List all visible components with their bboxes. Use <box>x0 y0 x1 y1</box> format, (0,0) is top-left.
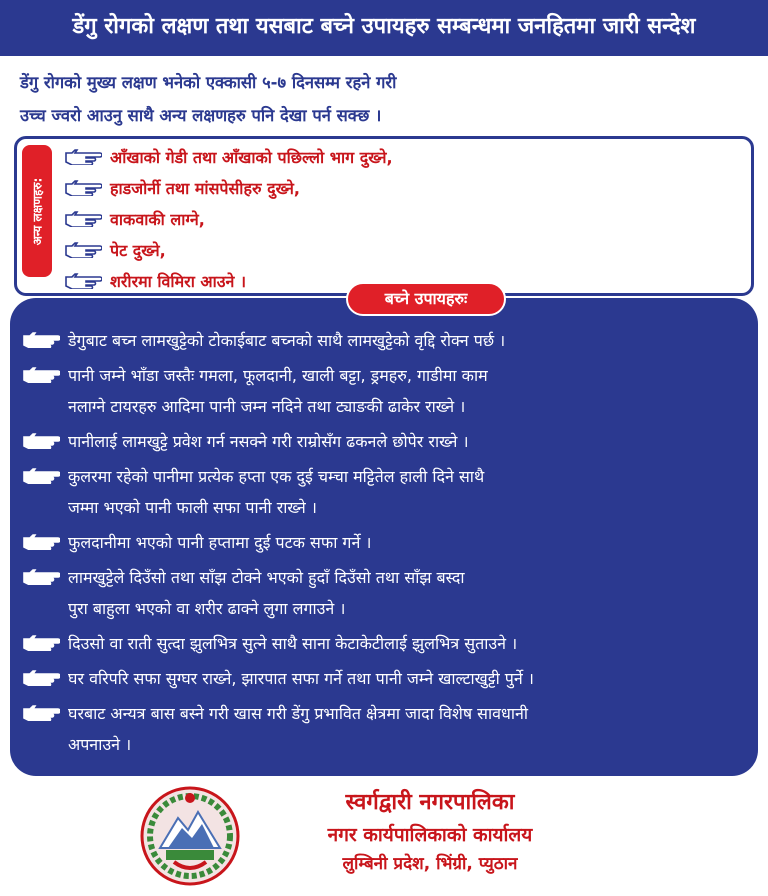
prevention-text: पानी जम्ने भाँडा जस्तैः गमला, फूलदानी, खाली बट्टा, ड्रमहरु, गाडीमा काम <box>68 365 488 385</box>
prevention-text-continued: पुरा बाहुला भएको वा शरीर ढाक्ने लुगा लगाउने । <box>68 598 346 618</box>
pointing-hand-icon <box>64 273 102 289</box>
prevention-text-continued: अपनाउने । <box>68 734 132 754</box>
list-item <box>22 662 748 693</box>
list-item <box>64 141 744 172</box>
list-item <box>22 627 748 658</box>
org-office: नगर कार्यपालिकाको कार्यालय <box>327 824 533 846</box>
pointing-hand-icon <box>22 468 60 484</box>
prevention-line <box>22 359 748 390</box>
intro-line-2: उच्च ज्वरो आउनु साथै अन्य लक्षणहरु पनि देखा पर्न सक्छ । <box>20 106 382 125</box>
pointing-hand-icon <box>64 211 102 227</box>
pointing-hand-icon <box>64 242 102 258</box>
pointing-hand-icon <box>22 367 60 383</box>
prevention-text: कुलरमा रहेको पानीमा प्रत्येक हप्ता एक दुई चम्चा मट्टितेल हाली दिने साथै <box>68 466 485 486</box>
pointing-hand-icon <box>64 149 102 165</box>
prevention-line <box>22 561 748 592</box>
intro-text <box>16 66 752 132</box>
symptoms-list <box>64 141 744 296</box>
prevention-text: डेगुबाट बच्न लामखुट्टेको टोकाईबाट बच्नको साथै लामखुट्टेको वृद्दि रोक्न पर्छ । <box>68 330 506 350</box>
prevention-text: फुलदानीमा भएको पानी हप्तामा दुई पटक सफा गर्ने । <box>68 532 372 552</box>
prevention-text-continued: नलाग्ने टायरहरु आदिमा पानी जम्न नदिने तथा ट्याङकी ढाकेर राख्ने । <box>68 396 466 416</box>
pointing-hand-icon <box>22 569 60 585</box>
organization-block <box>260 786 600 878</box>
list-item <box>64 172 744 203</box>
prevention-line <box>22 460 748 491</box>
intro-line-1: डेंगु रोगको मुख्य लक्षण भनेको एक्कासी ५-७ दिनसम्म रहने गरी <box>20 73 397 92</box>
org-address: लुम्बिनी प्रदेश, भिंग्री, प्युठान <box>342 854 518 874</box>
list-item <box>64 234 744 265</box>
list-item <box>22 324 748 355</box>
symptom-text: आँखाको गेडी तथा आँखाको पछिल्लो भाग दुख्ने, <box>110 147 393 167</box>
prevention-line <box>22 526 748 557</box>
prevention-text: घरबाट अन्यत्र बास बस्ने गरी खास गरी डेंगु प्रभावित क्षेत्रमा जादा विशेष सावधानी <box>68 703 529 723</box>
pointing-hand-icon <box>64 180 102 196</box>
pointing-hand-icon <box>22 433 60 449</box>
symptoms-tab <box>22 145 52 277</box>
list-item <box>22 359 748 421</box>
symptom-text: हाडजोर्नी तथा मांसपेसीहरु दुख्ने, <box>110 178 301 198</box>
symptoms-tab-label: अन्य लक्षणहरु: <box>30 177 45 245</box>
prevention-line <box>22 324 748 355</box>
pointing-hand-icon <box>22 534 60 550</box>
list-item <box>22 561 748 623</box>
prevention-text: पानीलाई लामखुट्टे प्रवेश गर्न नसक्ने गरी राम्रोसँग ढकनले छोपेर राख्ने । <box>68 431 469 451</box>
pointing-hand-icon <box>22 635 60 651</box>
pointing-hand-icon <box>22 705 60 721</box>
pointing-hand-icon <box>22 670 60 686</box>
symptom-text: वाकवाकी लाग्ने, <box>110 209 205 229</box>
prevention-line <box>22 627 748 658</box>
list-item <box>64 203 744 234</box>
prevention-heading: बच्ने उपायहरुः <box>346 282 506 316</box>
prevention-text-continued: जम्मा भएको पानी फाली सफा पानी राख्ने । <box>68 497 317 517</box>
nepal-government-emblem <box>138 784 242 888</box>
page-title: डेंगु रोगको लक्षण तथा यसबाट बच्ने उपायहरु सम्बन्धमा जनहितमा जारी सन्देश <box>0 0 768 56</box>
prevention-text: दिउसो वा राती सुत्दा झुलभित्र सुत्ने साथै साना केटाकेटीलाई झुलभित्र सुताउने । <box>68 633 518 653</box>
prevention-text: घर वरिपरि सफा सुग्घर राख्ने, झारपात सफा गर्ने तथा पानी जम्ने खाल्टाखुट्टी पुर्ने । <box>68 668 534 688</box>
list-item <box>22 526 748 557</box>
prevention-line <box>22 425 748 456</box>
prevention-line <box>22 662 748 693</box>
list-item <box>22 697 748 759</box>
symptom-text: शरीरमा विमिरा आउने । <box>110 271 247 291</box>
symptom-text: पेट दुख्ने, <box>110 240 166 260</box>
org-name: स्वर्गद्वारी नगरपालिका <box>345 790 515 815</box>
prevention-text: लामखुट्टेले दिउँसो तथा साँझ टोक्ने भएको हुदाँ दिउँसो तथा साँझ बस्दा <box>68 567 465 587</box>
list-item <box>22 460 748 522</box>
prevention-line <box>22 697 748 728</box>
prevention-list <box>22 324 748 763</box>
list-item <box>22 425 748 456</box>
pointing-hand-icon <box>22 332 60 348</box>
